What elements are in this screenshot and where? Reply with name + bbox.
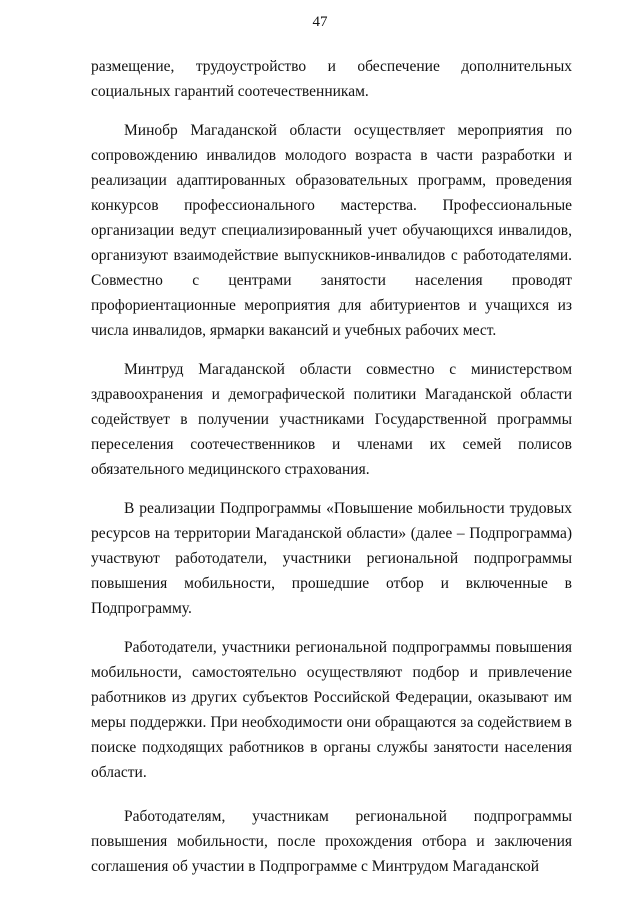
paragraph-agreement: Работодателям, участникам региональной подпрограммы повышения мобильности, после прохождения отбора и заключения соглашения об участии в Подпрограмме с Минтрудом Магаданской — [91, 808, 572, 875]
paragraph-employers: Работодатели, участники региональной подпрограммы повышения мобильности, самостоятельно осуществляют подбор и привлечение работников из других субъектов Российской Федерации, оказывают им меры поддержки. При необходимости они обращаются за содействием в поиске подходящих работников в органы службы занятости населения области. — [91, 639, 572, 781]
page-number: 47 — [312, 14, 328, 30]
document-body — [91, 54, 572, 879]
paragraph-minobr: Минобр Магаданской области осуществляет мероприятия по сопровождению инвалидов молодого возраста в части разработки и реализации адаптированных образовательных программ, проведения конкурсов профессионального мастерства. Профессиональные организации ведут специализированный учет обучающихся инвалидов, организуют взаимодействие выпускников-инвалидов с работодателями. Совместно с центрами занятости населения проводят профориентационные мероприятия для абитуриентов и учащихся из числа инвалидов, ярмарки вакансий и учебных рабочих мест. — [91, 122, 572, 339]
paragraph-mintrud-healthcare: Минтруд Магаданской области совместно с министерством здравоохранения и демографической политики Магаданской области содействует в получении участниками Государственной программы переселения соотечественников и членами их семей полисов обязательного медицинского страхования. — [91, 361, 572, 478]
paragraph-mobility-subprogram: В реализации Подпрограммы «Повышение мобильности трудовых ресурсов на территории Магаданской области» (далее – Подпрограмма) участвуют работодатели, участники региональной подпрограммы повышения мобильности, прошедшие отбор и включенные в Подпрограмму. — [91, 500, 572, 617]
paragraph-continuation: размещение, трудоустройство и обеспечение дополнительных социальных гарантий соотечественникам. — [91, 58, 572, 100]
